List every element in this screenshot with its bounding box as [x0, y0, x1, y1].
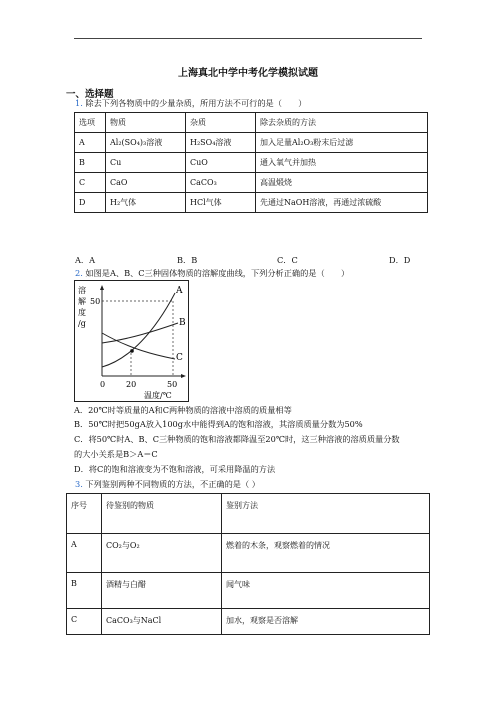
x-tick-label: 0: [100, 380, 106, 389]
table-cell: 燃着的木条，观察燃着的情况: [222, 534, 430, 573]
x-axis-label: 温度/℃: [144, 391, 172, 400]
table-cell: C: [67, 609, 102, 635]
table-cell: CaO: [106, 173, 186, 193]
table-header-cell: 待鉴别的物质: [102, 494, 222, 534]
option-b[interactable]: B．50℃时把50gA放入100g水中能得到A的饱和溶液，其溶质质量分数为50%: [74, 419, 363, 429]
table-row: [67, 573, 430, 609]
header-rule: [74, 38, 422, 39]
option-c[interactable]: C．将50℃时A、B、C三种物质的饱和溶液都降温至20℃时，这三种溶液的溶质质量分数: [74, 434, 400, 444]
table-cell: 高温煅烧: [256, 173, 428, 193]
table-row: [75, 133, 428, 153]
table-cell: 通入氧气并加热: [256, 153, 428, 173]
curve-a: [102, 293, 175, 367]
table-cell: 酒精与白醋: [102, 573, 222, 609]
question-1: [75, 98, 307, 109]
table-cell: 加水，观察是否溶解: [222, 609, 430, 635]
table-row: [67, 609, 430, 635]
table-cell: HCl气体: [186, 193, 256, 213]
table-cell: Al₂(SO₄)₃溶液: [106, 133, 186, 153]
table-header-cell: 选项: [75, 113, 106, 133]
option-c[interactable]: C．C: [277, 255, 298, 265]
table-cell: H₂气体: [106, 193, 186, 213]
q3-table: [66, 493, 430, 635]
table-cell: D: [75, 193, 106, 213]
table-cell: A: [67, 534, 102, 573]
table-header-cell: 杂质: [186, 113, 256, 133]
y-label-char: 解: [78, 297, 86, 306]
page-title: 上海真北中学中考化学模拟试题: [178, 68, 318, 79]
x-tick-label: 20: [126, 380, 137, 389]
table-cell: A: [75, 133, 106, 153]
table-row: [75, 153, 428, 173]
table-cell: CuO: [186, 153, 256, 173]
option-a[interactable]: A．A: [75, 255, 96, 265]
solubility-chart: [74, 280, 189, 402]
q1-table: [74, 112, 428, 213]
curve-label-b: B: [179, 318, 186, 328]
y-axis-arrow: [100, 285, 104, 290]
y-label-char: 溶: [78, 286, 86, 295]
table-header-cell: 除去杂质的方法: [256, 113, 428, 133]
y-label-char: 度: [78, 308, 86, 317]
table-cell: CaCO₃: [186, 173, 256, 193]
table-row: [67, 534, 430, 573]
table-header-cell: 序号: [67, 494, 102, 534]
option-c-continued: 的大小关系是B＞A＝C: [74, 449, 158, 459]
table-header-cell: 鉴别方法: [222, 494, 430, 534]
question-number: 1.: [75, 98, 83, 108]
table-cell: CaCO₃与NaCl: [102, 609, 222, 635]
option-b[interactable]: B．B: [177, 255, 198, 265]
x-tick-label: 50: [167, 380, 178, 389]
curve-label-c: C: [176, 353, 183, 363]
y-label-char: /g: [78, 319, 86, 328]
question-3: [75, 479, 260, 490]
table-cell: 加入足量Al₂O₃粉末后过滤: [256, 133, 428, 153]
y-tick-label: 50: [90, 297, 101, 306]
table-cell: CO₂与O₂: [102, 534, 222, 573]
table-cell: Cu: [106, 153, 186, 173]
question-text: 除去下列各物质中的少量杂质，所用方法不可行的是（ ）: [85, 98, 307, 108]
option-d[interactable]: D．将C的饱和溶液变为不饱和溶液，可采用降温的方法: [74, 464, 276, 474]
question-number: 2.: [75, 268, 83, 278]
question-2: [75, 268, 349, 279]
option-d[interactable]: D．D: [389, 255, 411, 265]
table-header-cell: 物质: [106, 113, 186, 133]
table-header-row: [67, 494, 430, 534]
table-header-row: [75, 113, 428, 133]
intersection-point: [130, 349, 134, 353]
table-cell: C: [75, 173, 106, 193]
table-cell: B: [75, 153, 106, 173]
curve-c: [102, 333, 175, 359]
table-cell: H₂SO₄溶液: [186, 133, 256, 153]
table-cell: B: [67, 573, 102, 609]
table-row: [75, 193, 428, 213]
question-number: 3.: [75, 479, 83, 489]
section-heading: 一、选择题: [66, 89, 114, 100]
curve-b: [102, 323, 178, 343]
table-cell: 先通过NaOH溶液，再通过浓硫酸: [256, 193, 428, 213]
question-text: 如图是A、B、C三种固体物质的溶解度曲线，下列分析正确的是（ ）: [85, 268, 350, 278]
x-axis-arrow: [181, 374, 186, 378]
table-cell: 闻气味: [222, 573, 430, 609]
curve-label-a: A: [176, 286, 183, 296]
question-text: 下列鉴别两种不同物质的方法，不正确的是（ ）: [85, 479, 260, 489]
table-row: [75, 173, 428, 193]
option-a[interactable]: A．20℃时等质量的A和C两种物质的溶液中溶质的质量相等: [74, 405, 292, 415]
